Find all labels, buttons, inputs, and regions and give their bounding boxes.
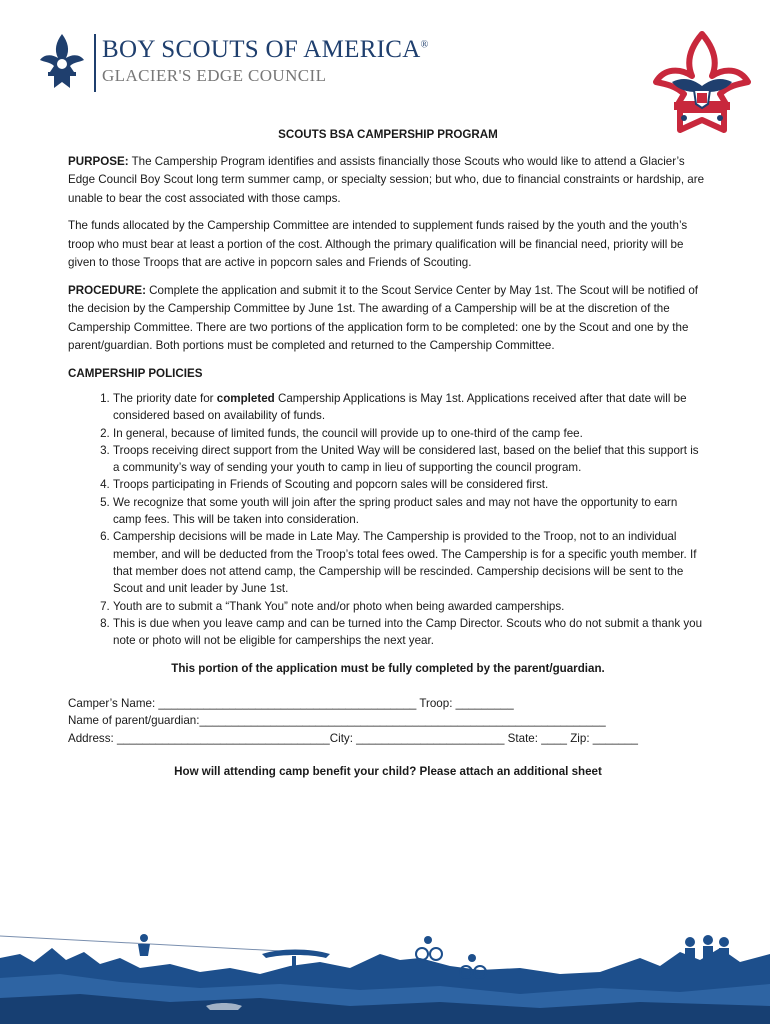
scouting-emblem-icon <box>650 30 754 138</box>
list-item: 1. The priority date for completed Campership Applications is May 1st. Applications received after that date will be considered based on availability of funds. <box>113 390 708 425</box>
footer-landscape-illustration <box>0 918 770 1024</box>
parent-name-field[interactable]: Name of parent/guardian:_______________________________________________________________ <box>68 714 606 728</box>
funds-paragraph: The funds allocated by the Campership Committee are intended to supplement funds raised by the youth and the youth’s troop who must bear at least a portion of the cost. Although the primary qualification will be financial need, priority will be given to those Troops that are active in popcorn sales and Friends of Scouting. <box>68 219 688 269</box>
purpose-label: PURPOSE: <box>68 154 129 168</box>
fleur-de-lis-icon <box>36 32 88 92</box>
purpose-paragraph <box>68 153 708 209</box>
closing-question: How will attending camp benefit your child? Please attach an additional sheet <box>174 765 602 779</box>
list-item: 7. Youth are to submit a “Thank You” note and/or photo when being awarded camperships. <box>113 598 708 615</box>
parent-notice: This portion of the application must be fully completed by the parent/guardian. <box>171 662 605 676</box>
policies-list <box>68 390 708 649</box>
logo-divider <box>94 34 96 92</box>
list-item: 3. Troops receiving direct support from the United Way will be considered last, based on the belief that this support is a community’s way of sending your youth to camp in lieu of supporting the council program. <box>113 442 708 477</box>
list-item: 5. We recognize that some youth will join after the spring product sales and may not have the opportunity to earn camp fees. This will be taken into consideration. <box>113 494 708 529</box>
document-body <box>68 126 708 782</box>
list-item: 6. Campership decisions will be made in Late May. The Campership is provided to the Troop, not to an individual member, and will be deducted from the Troop’s total fees owed. The Campership is for a specific youth member. If that member does not attend camp, the Campership will be rescinded. Campership decisions will be sent to the Scout and unit leader by June 1st. <box>113 528 708 597</box>
procedure-paragraph <box>68 282 708 356</box>
list-item: 4. Troops participating in Friends of Scouting and popcorn sales will be considered first. <box>113 476 708 493</box>
council-name: GLACIER'S EDGE COUNCIL <box>102 66 327 85</box>
bsa-logo <box>36 32 429 98</box>
list-item: 8. This is due when you leave camp and can be turned into the Camp Director. Scouts who do not submit a thank you note or photo will not be eligible for camperships the next year. <box>113 615 708 650</box>
procedure-label: PROCEDURE: <box>68 283 146 297</box>
address-field[interactable]: Address: _________________________________City: _______________________ State: ____ Zip: _______ <box>68 731 638 745</box>
document-title: SCOUTS BSA CAMPERSHIP PROGRAM <box>278 128 498 141</box>
policies-heading: CAMPERSHIP POLICIES <box>68 366 203 380</box>
list-item: 2. In general, because of limited funds, the council will provide up to one-third of the camp fee. <box>113 425 708 442</box>
org-name: BOY SCOUTS OF AMERICA® <box>102 36 429 63</box>
procedure-text: Complete the application and submit it to the Scout Service Center by May 1st. The Scout will be notified of the decision by the Campership Committee by June 1st. The awarding of a Campership will be at the discretion of the Campership Committee. There are two portions of the application form to be completed: one by the Scout and one by the parent/guardian. Both portions must be completed and returned to the Campership Committee. <box>68 283 699 352</box>
purpose-text: The Campership Program identifies and assists financially those Scouts who would like to attend a Glacier’s Edge Council Boy Scout long term summer camp, or specialty session; but who, due to financial constraints or hardship, are unable to bear the cost associated with those camps. <box>68 154 705 205</box>
camper-name-field[interactable]: Camper’s Name: ________________________________________ Troop: _________ <box>68 696 514 710</box>
